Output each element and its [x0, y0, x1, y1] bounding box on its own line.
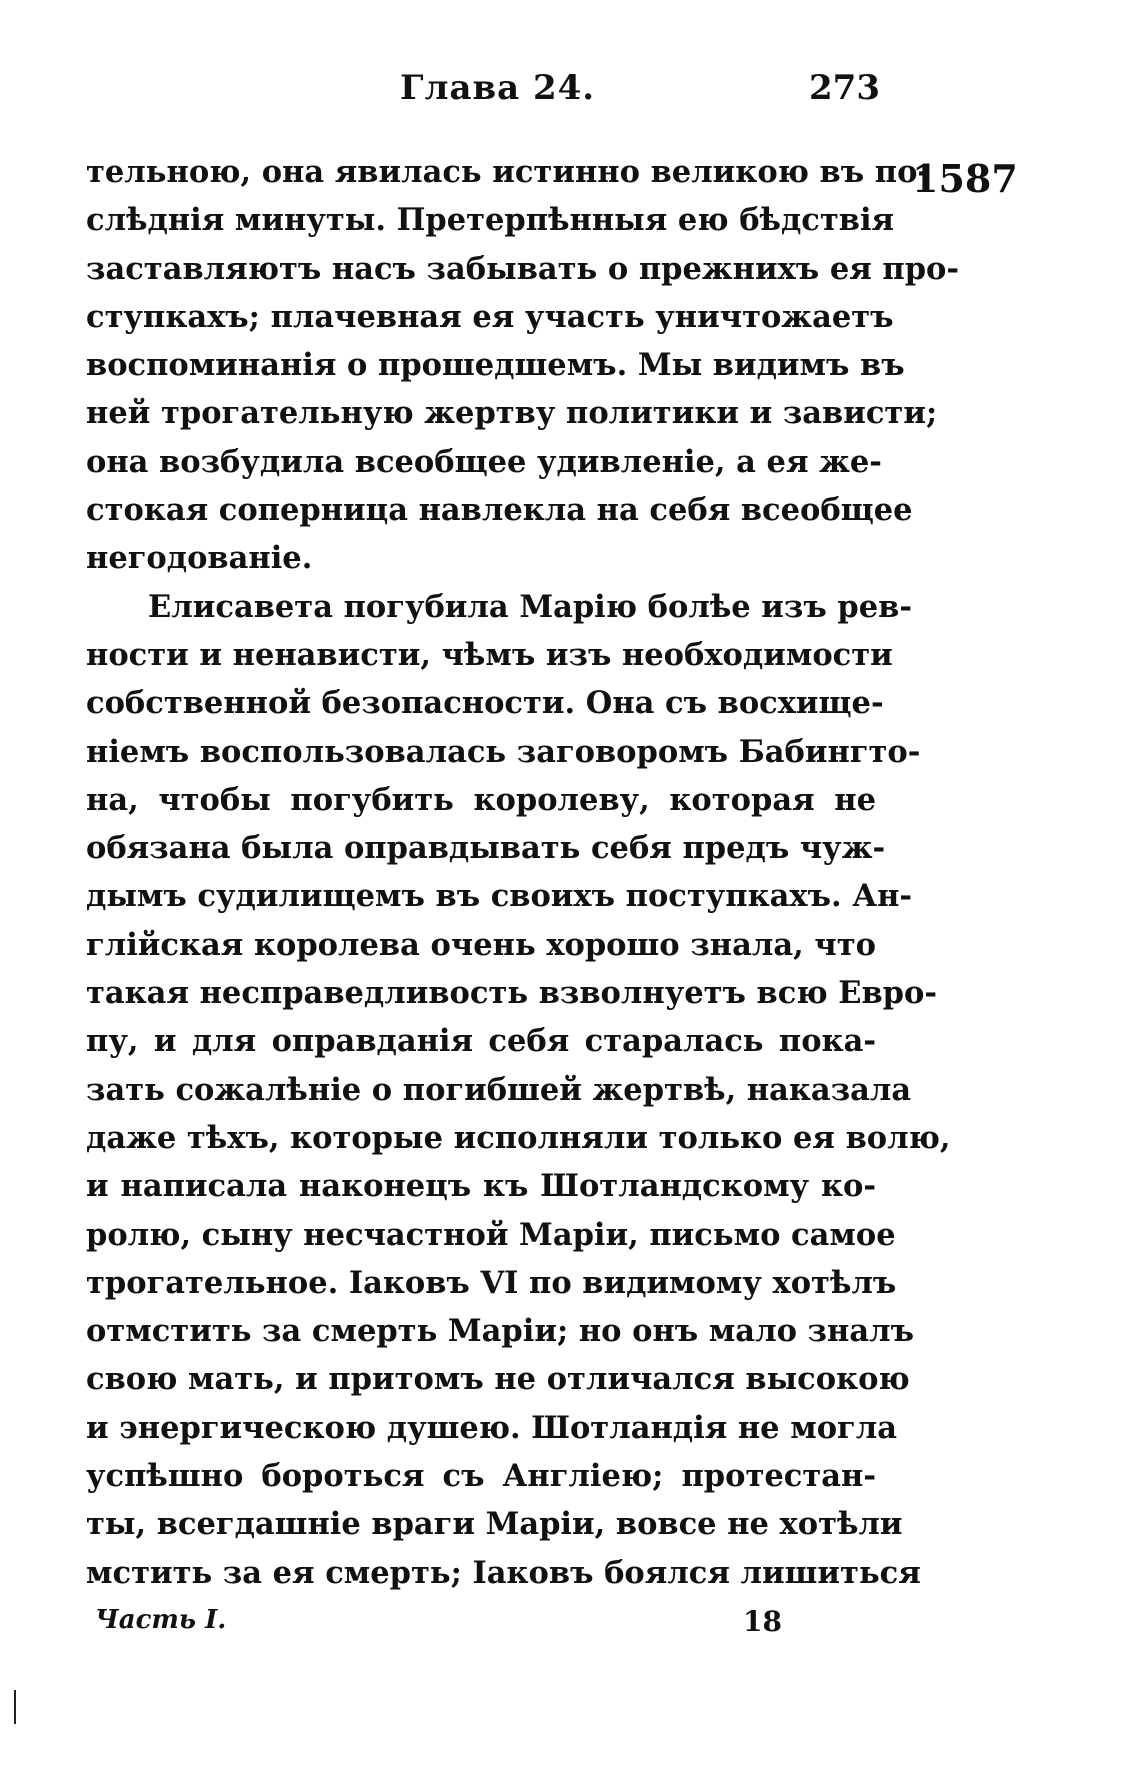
chapter-title: Глава 24. — [400, 68, 596, 108]
text-line: на, чтобы погубить королеву, которая не — [86, 781, 876, 818]
text-line: заставляютъ насъ забывать о прежнихъ ея про- — [86, 250, 960, 287]
page-number: 273 — [809, 68, 880, 108]
text-line: ты, всегдашніе враги Маріи, вовсе не хотѣли — [86, 1506, 903, 1543]
body-text — [86, 148, 960, 1597]
text-line: дымъ судилищемъ въ своихъ поступкахъ. Ан- — [86, 878, 913, 915]
text-line: мстить за ея смерть; Іаковъ боялся лишиться — [86, 1554, 921, 1591]
text-line: и написала наконецъ къ Шотландскому ко- — [86, 1168, 876, 1205]
signature-number: 18 — [743, 1605, 782, 1638]
text-line: и энергическою душею. Шотландія не могла — [86, 1409, 898, 1446]
text-line: негодованіе. — [86, 540, 313, 577]
text-line: успѣшно бороться съ Англіею; протестан- — [86, 1458, 876, 1495]
text-line: собственной безопасности. Она съ восхище- — [86, 685, 884, 722]
text-line: пу, и для оправданія себя старалась пока- — [86, 1023, 876, 1060]
text-line: слѣднія минуты. Претерпѣнныя ею бѣдствія — [86, 202, 895, 239]
signature-mark: Часть I. — [95, 1605, 227, 1635]
text-line: воспоминанія о прошедшемъ. Мы видимъ въ — [86, 347, 905, 384]
scan-edge-mark — [14, 1690, 16, 1724]
text-line: зать сожалѣніе о погибшей жертвѣ, наказала — [86, 1071, 912, 1108]
text-line: свою мать, и притомъ не отличался высокою — [86, 1361, 910, 1398]
text-line: ступкахъ; плачевная ея участь уничтожаетъ — [86, 298, 894, 335]
margin-year-note: 1587 — [912, 156, 1018, 201]
paragraph-first-line: Елисавета погубила Марію болѣе изъ рев- — [148, 588, 912, 625]
text-line: ности и ненависти, чѣмъ изъ необходимости — [86, 636, 893, 673]
text-line: обязана была оправдывать себя предъ чуж- — [86, 830, 886, 867]
running-head — [80, 68, 880, 128]
text-line: она возбудила всеобщее удивленіе, а ея же- — [86, 443, 882, 480]
text-line: стокая соперница навлекла на себя всеобщее — [86, 492, 913, 529]
text-line: ніемъ воспользовалась заговоромъ Бабингто- — [86, 733, 921, 770]
text-line: трогательное. Іаковъ VI по видимому хотѣлъ — [86, 1264, 897, 1301]
text-line: даже тѣхъ, которые исполняли только ея волю, — [86, 1119, 951, 1156]
text-line: ней трогательную жертву политики и зависти; — [86, 395, 938, 432]
text-line: ролю, сыну несчастной Маріи, письмо самое — [86, 1216, 896, 1253]
text-line: глійская королева очень хорошо знала, что — [86, 926, 876, 963]
text-line: тельною, она явилась истинно великою въ по- — [86, 154, 931, 190]
page-footer — [95, 1605, 795, 1655]
text-line: такая несправедливость взволнуетъ всю Евро- — [86, 975, 937, 1012]
text-line: отмстить за смерть Маріи; но онъ мало зналъ — [86, 1313, 914, 1350]
